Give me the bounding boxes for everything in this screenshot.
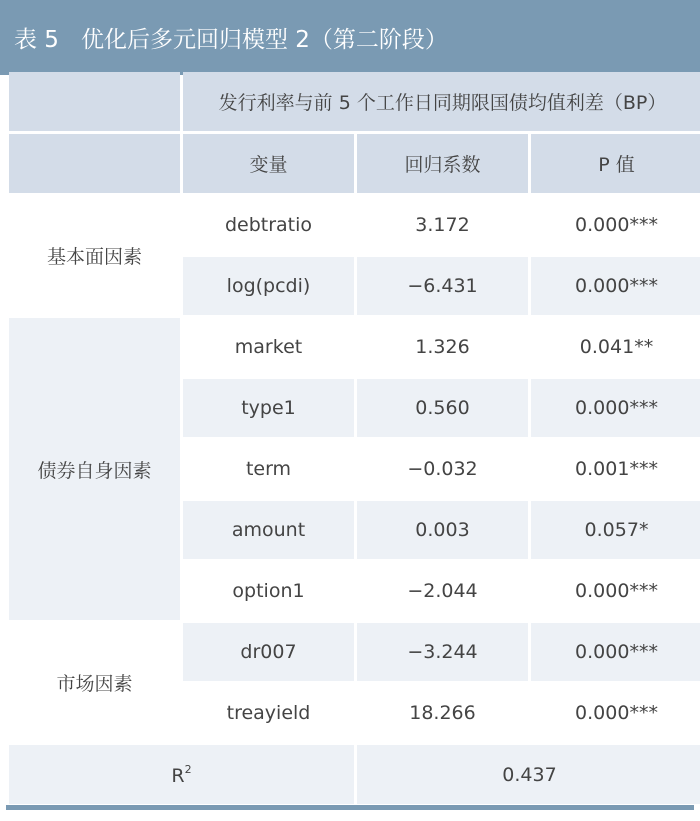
p-cell: 0.000*** xyxy=(531,257,700,315)
p-cell: 0.001*** xyxy=(531,440,700,498)
r-squared-value: 0.437 xyxy=(357,745,700,804)
variable-cell: dr007 xyxy=(183,623,354,681)
coef-cell: −6.431 xyxy=(357,257,528,315)
table-row xyxy=(9,196,700,254)
group-label: 基本面因素 xyxy=(9,196,180,315)
variable-cell: amount xyxy=(183,501,354,559)
bottom-rule xyxy=(6,805,694,810)
group-label: 债券自身因素 xyxy=(9,318,180,620)
variable-cell: market xyxy=(183,318,354,376)
group-label: 市场因素 xyxy=(9,623,180,742)
table-row xyxy=(9,318,700,376)
variable-cell: treayield xyxy=(183,684,354,742)
header-variable: 变量 xyxy=(183,134,354,193)
coef-cell: 0.560 xyxy=(357,379,528,437)
p-cell: 0.041** xyxy=(531,318,700,376)
p-cell: 0.000*** xyxy=(531,196,700,254)
header-coefficient: 回归系数 xyxy=(357,134,528,193)
r-squared-label: $R^2$ xyxy=(9,745,354,804)
coef-cell: −2.044 xyxy=(357,562,528,620)
coef-cell: 0.003 xyxy=(357,501,528,559)
variable-cell: term xyxy=(183,440,354,498)
coef-cell: −3.244 xyxy=(357,623,528,681)
p-cell: 0.057* xyxy=(531,501,700,559)
variable-cell: log(pcdi) xyxy=(183,257,354,315)
table-title-bar xyxy=(0,0,700,75)
table-title: 优化后多元回归模型 2（第二阶段） xyxy=(80,27,448,53)
p-cell: 0.000*** xyxy=(531,379,700,437)
regression-table xyxy=(6,69,700,807)
header-row-1 xyxy=(9,72,700,131)
header-corner-2 xyxy=(9,134,180,193)
header-row-2 xyxy=(9,134,700,193)
coef-cell: 1.326 xyxy=(357,318,528,376)
r-squared-row xyxy=(9,745,700,804)
header-p-value: P 值 xyxy=(531,134,700,193)
coef-cell: 18.266 xyxy=(357,684,528,742)
variable-cell: debtratio xyxy=(183,196,354,254)
coef-cell: −0.032 xyxy=(357,440,528,498)
variable-cell: option1 xyxy=(183,562,354,620)
p-cell: 0.000*** xyxy=(531,684,700,742)
header-span: 发行利率与前 5 个工作日同期限国债均值利差（BP） xyxy=(183,72,700,131)
p-cell: 0.000*** xyxy=(531,623,700,681)
header-corner xyxy=(9,72,180,131)
p-cell: 0.000*** xyxy=(531,562,700,620)
table-row xyxy=(9,623,700,681)
variable-cell: type1 xyxy=(183,379,354,437)
coef-cell: 3.172 xyxy=(357,196,528,254)
table-number: 表 5 xyxy=(14,27,59,53)
